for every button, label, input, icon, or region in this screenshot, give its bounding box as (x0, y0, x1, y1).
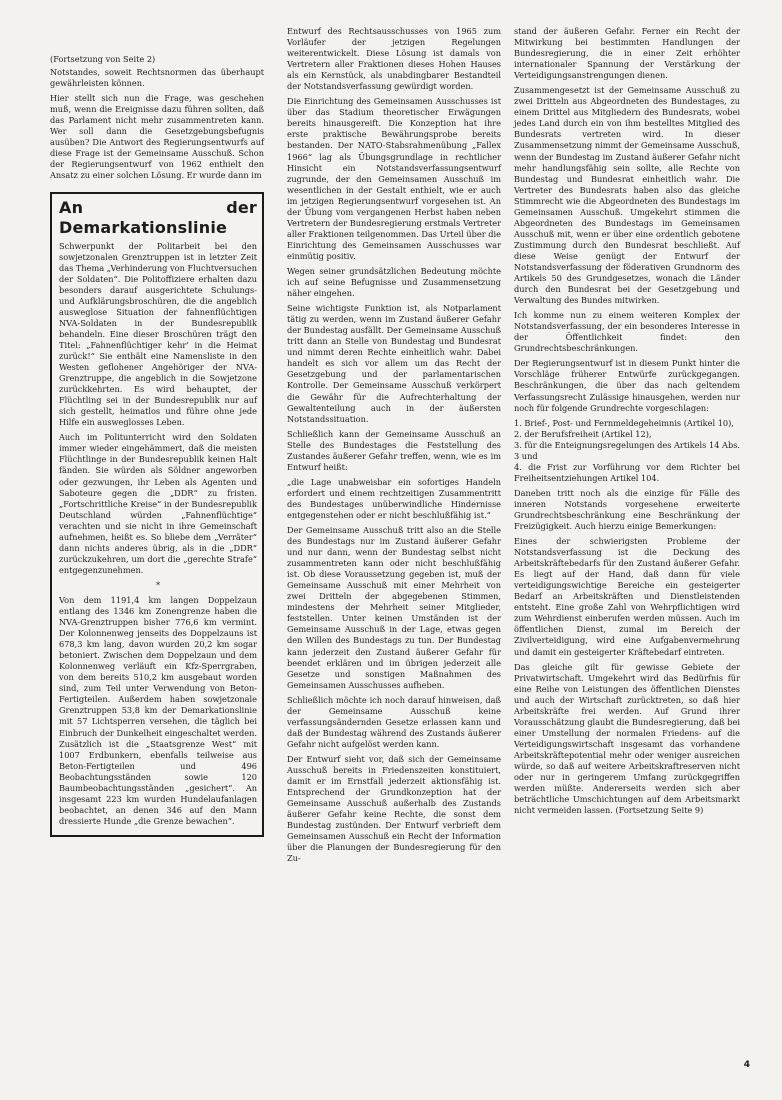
box-paragraph: Auch im Politunterricht wird den Soldaten immer wieder eingehämmert, daß die meisten Flüchtlinge in der Bundesrepublik keinen Halt fänden. Sie würden als Söldner angeworben oder gezwungen, ihr Leben als Agenten und Saboteure gegen die „DDR“ zu fristen. „Fortschrittliche Kreise“ in der Bundesrepublik Deutschland würden „Fahnenflüchtige“ verachten und sie nicht in ihre Gemeinschaft aufnehmen, heißt es. So bliebe dem „Verräter“ dann nichts anderes übrig, als in die „DDR“ zurückzukehren, um dort die „gerechte Strafe“ entgegenzunehmen. (59, 432, 257, 575)
continued-on-note: (Fortsetzung Seite 9) (615, 805, 704, 816)
paragraph: Der Regierungsentwurf ist in diesem Punkt hinter die Vorschläge früherer Entwürfe zurückgegangen. Beschränkungen, die über das nach geltendem Verfassungsrecht Zulässige hinausgehen, werden nur noch für folgende Grundrechte vorgeschlagen: (514, 358, 740, 413)
paragraph-text: Das gleiche gilt für gewisse Gebiete der Privatwirtschaft. Umgekehrt wird das Bedürfnis für eine Reihe von Leistungen des öffentlichen Dienstes und auch der Wirtschaft zurücktreten, so daß hier Arbeitskräfte frei werden. Auf Grund ihrer Vorausschätzung glaubt die Bundesregierung, daß bei einer Umstellung der normalen Friedens- auf die Verteidigungswirtschaft insgesamt das vorhandene Arbeitskräftepotential mehr oder weniger ausreichen würde, so daß auf weitere Arbeitskraftreserven nicht oder nur in geringerem Umfang zurückgegriffen werden müßte. Andererseits werden sich aber beträchtliche Umschichtungen auf dem Arbeitsmarkt nicht vermeiden lassen. (514, 661, 740, 816)
column-left (50, 54, 264, 837)
column-right (514, 26, 740, 820)
page-number: 4 (743, 1060, 750, 1070)
paragraph: Hier stellt sich nun die Frage, was geschehen muß, wenn die Ereignisse dazu führen sollten, daß das Parlament nicht mehr zusammentreten kann. Wer soll dann die Gesetzgebungsbefugnis ausüben? Die Antwort des Regierungsentwurfs auf diese Frage ist der Gemeinsame Ausschuß. Schon der Regierungsentwurf von 1962 enthielt den Ansatz zu einer solchen Lösung. Er wurde dann im (50, 93, 264, 181)
sidebar-box-demarkationslinie (50, 192, 264, 837)
paragraph: Wegen seiner grundsätzlichen Bedeutung möchte ich auf seine Befugnisse und Zusammensetzung näher eingehen. (287, 265, 501, 299)
paragraph: stand der äußeren Gefahr. Ferner ein Recht der Mitwirkung bei bestimmten Handlungen der Bundesregierung, die in einer Zeit erhöhter internationaler Spannung der Verstärkung der Verteidigungsanstrengungen dienen. (514, 26, 740, 81)
paragraph: Schließlich kann der Gemeinsame Ausschuß an Stelle des Bundestages die Feststellung des Zustandes äußerer Gefahr treffen, wenn, wie es im Entwurf heißt: (287, 428, 501, 472)
list-item: 1. Brief-, Post- und Fernmeldegeheimnis (Artikel 10), (514, 417, 734, 428)
paragraph: Seine wichtigste Funktion ist, als Notparlament tätig zu werden, wenn im Zustand äußerer Gefahr der Bundestag ausfällt. Der Gemeinsame Ausschuß tritt dann an Stelle von Bundestag und Bundesrat und nimmt deren Rechte einheitlich wahr. Dabei handelt es sich vor allem um das Recht der Gesetzgebung und der parlamentarischen Kontrolle. Der Gemeinsame Ausschuß verkörpert die Gewähr für die Aufrechterhaltung der Gewaltenteilung auch in der äußersten Notstandssituation. (287, 303, 501, 424)
paragraph: Daneben tritt noch als die einzige für Fälle des inneren Notstands vorgesehene erweiterte Grundrechtsbeschränkung eine Beschränkung der Freizügigkeit. Auch hierzu einige Bemerkungen: (514, 487, 740, 532)
list-item: 2. der Berufsfreiheit (Artikel 12), (514, 428, 652, 439)
box-paragraph: Von dem 1191,4 km langen Doppelzaun entlang des 1346 km Zonengrenze haben die NVA-Grenztruppen bisher 776,6 km vermint. Der Kolonnenweg jenseits des Doppelzauns ist 678,3 km lang, davon wurden 20,2 km sogar betoniert. Zwischen dem Doppelzaun und dem Kolonnenweg verläuft ein Kfz-Sperrgraben, von dem bereits 510,2 km ausgebaut worden sind, zum Teil unter Verwendung von Beton-Fertigteilen. Außerdem haben sowjetzonale Grenztruppen 53,8 km der Demarkationslinie mit 57 Lichtsperren versehen, die täglich bei Einbruch der Dunkelheit eingeschaltet werden. Zusätzlich ist die „Staatsgrenze West“ mit 1007 Erdbunkern, ebenfalls teilweise aus Beton-Fertigteilen und 496 Beobachtungsständen sowie 120 Baumbeobachtungsständen „gesichert“. An insgesamt 223 km wurden Hundelaufanlagen beobachtet, an denen 346 auf den Mann dressierte Hunde „die Grenze bewachen“. (59, 594, 257, 826)
paragraph: Eines der schwierigsten Probleme der Notstandsverfassung ist die Deckung des Arbeitskräftebedarfs für den Zustand äußerer Gefahr. Es liegt auf der Hand, daß dann für viele verteidigungswichtige Bereiche ein gesteigerter Bedarf an Arbeitskräften und Dienstleistenden entsteht. Eine große Zahl von Wehrpflichtigen wird zum Wehrdienst einberufen werden müssen. Auch im öffentlichen Dienst, zumal im Bereich der Zivilverteidigung, wird eine Aufgabenvermehrung und damit ein gesteigerter Kräftebedarf eintreten. (514, 536, 740, 657)
quotation: „die Lage unabweisbar ein sofortiges Handeln erfordert und einem rechtzeitigen Zusammentritt des Bundestages unüberwindliche Hindernisse entgegenstehen oder er nicht beschlußfähig ist.“ (287, 476, 501, 520)
list-item: 4. die Frist zur Vorführung vor dem Richter bei Freiheitsentziehungen Artikel 104. (514, 461, 740, 483)
continued-from-note: (Fortsetzung von Seite 2) (50, 54, 156, 64)
paragraph: Notstandes, soweit Rechtsnormen das überhaupt gewährleisten können. (50, 67, 264, 89)
paragraph: Der Entwurf sieht vor, daß sich der Gemeinsame Ausschuß bereits in Friedenszeiten konstituiert, damit er im Ernstfall jederzeit aktionsfähig ist. Entsprechend der Grundkonzeption hat der Gemeinsame Ausschuß außerhalb des Zustands äußerer Gefahr keine Rechte, die sonst dem Bundestag zustünden. Der Entwurf verbrieft dem Gemeinsamen Ausschuß ein Recht der Information über die Planungen der Bundesregierung für den Zu- (287, 753, 501, 864)
paragraph: Entwurf des Rechtsausschusses von 1965 zum Vorläufer der jetzigen Regelungen weiterentwickelt. Diese Lösung ist damals von Vertretern aller Fraktionen dieses Hohen Hauses als ein Kernstück, als unabdingbarer Bestandteil der Notstandsverfassung gewürdigt worden. (287, 26, 501, 92)
column-middle (287, 26, 501, 868)
paragraph: Ich komme nun zu einem weiteren Komplex der Notstandsverfassung, der ein besonderes Interesse in der Öffentlichkeit findet: den Grundrechtsbeschränkungen. (514, 310, 740, 354)
paragraph: Der Gemeinsame Ausschuß tritt also an die Stelle des Bundestags nur im Zustand äußerer Gefahr und nur dann, wenn der Bundestag selbst nicht zusammentreten kann oder nicht beschlußfähig ist. Ob diese Voraussetzung gegeben ist, muß der Gemeinsame Ausschuß mit einer Mehrheit von zwei Dritteln der abgegebenen Stimmen, mindestens der Mehrheit seiner Mitglieder, feststellen. Unter keinen Umständen ist der Gemeinsame Ausschuß in der Lage, etwas gegen den Willen des Bundestags zu tun. Der Bundestag kann jederzeit den Zustand äußerer Gefahr für beendet erklären und im übrigen jederzeit alle Gesetze und sonstigen Maßnahmen des Gemeinsamen Ausschusses aufheben. (287, 525, 501, 690)
box-paragraph: Schwerpunkt der Politarbeit bei den sowjetzonalen Grenztruppen ist in letzter Zeit das Thema „Verhinderung von Fluchtversuchen der Soldaten“. Die Politoffiziere erhalten dazu besonders darauf ausgerichtete Schulungs- und Aufklärungsbroschüren, die die angeblich ausweglose Situation der fahnenflüchtigen NVA-Soldaten in der Bundesrepublik behandeln. Eine dieser Broschüren trägt den Titel: „Fahnenflüchtiger kehr’ in die Heimat zurück!“ Sie enthält eine Namensliste in den Westen geflohener Angehöriger der NVA-Grenztruppe, die angeblich in die Sowjetzone zurückkehrten. Es wird behauptet, der Flüchtling sei in der Bundesrepublik nur auf sich gestellt, heimatlos und führe ohne jede Hilfe ein ausweglosses Leben. (59, 240, 258, 428)
list-item: 3. für die Enteignungsregelungen des Artikels 14 Abs. 3 und (514, 439, 740, 461)
paragraph: Die Einrichtung des Gemeinsamen Ausschusses ist über das Stadium theoretischer Erwägungen bereits hinausgereift. Die Konzeption hat ihre erste praktische Bewährungsprobe bereits bestanden. Der NATO-Stabsrahmenübung „Fallex 1966“ lag als Übungsgrundlage in rechtlicher Hinsicht ein Notstandsverfassungsentwurf zugrunde, der den Gemeinsamen Ausschuß im wesentlichen in der Gestalt enthielt, wie er auch im jetzigen Regierungsentwurf vorgesehen ist. An der Übung vom vergangenen Herbst haben neben Vertretern der Bundesregierung erstmals Vertreter aller Fraktionen teilgenommen. Das Urteil über die Einrichtung des Gemeinsamen Ausschusses war einmütig positiv. (287, 96, 501, 261)
box-heading: An der Demarkationslinie (59, 197, 257, 237)
paragraph (514, 662, 740, 817)
asterisk-divider: * (155, 579, 161, 590)
paragraph: Schließlich möchte ich noch darauf hinweisen, daß der Gemeinsame Ausschuß keine verfassungsändernden Gesetze erlassen kann und daß der Bundestag während des Zustands äußerer Gefahr nicht aufgelöst werden kann. (287, 694, 501, 749)
paragraph: Zusammengesetzt ist der Gemeinsame Ausschuß zu zwei Dritteln aus Abgeordneten des Bundestages, zu einem Drittel aus Mitgliedern des Bundesrats, wobei jedes Land durch ein von ihm bestelltes Mitglied des Bundesrats vertreten wird. In dieser Zusammensetzung nimmt der Gemeinsame Ausschuß, wenn der Bundestag im Zustand äußerer Gefahr nicht mehr handlungsfähig sein sollte, alle Rechte von Bundestag und Bundesrat einheitlich wahr. Die Vertreter des Bundesrats haben also das gleiche Stimmrecht wie die Abgeordneten des Bundestags im Gemeinsamen Ausschuß. Umgekehrt stimmen die Abgeordneten des Bundestags im Gemeinsamen Ausschuß mit, wenn er über eine ordentlich gebotene Zustimmung durch den Bundesrat beschließt. Auf diese Weise genügt der Entwurf der Notstandsverfassung der föderativen Grundnorm des Artikels 50 des Grundgesetzes, wonach die Länder durch den Bundesrat bei der Gesetzgebung und Verwaltung des Bundes mitwirken. (514, 85, 740, 306)
